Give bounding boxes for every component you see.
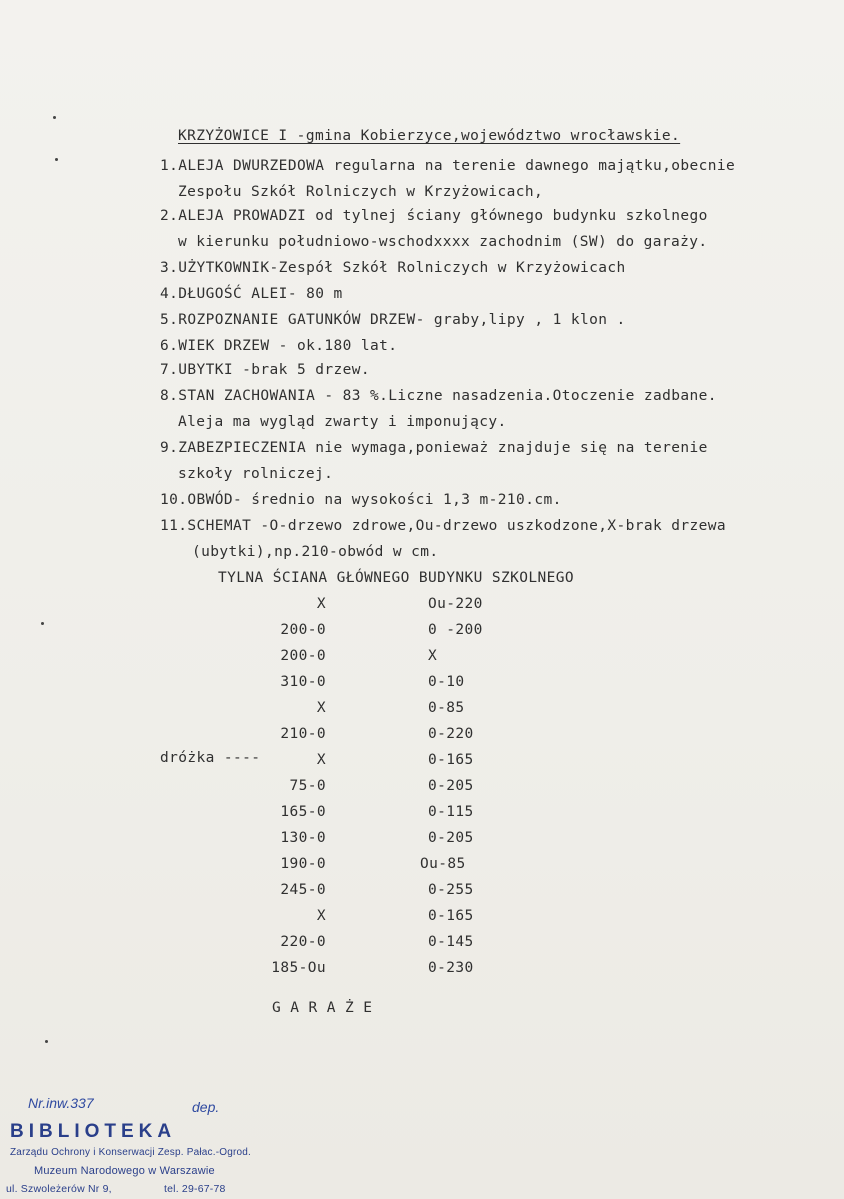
stamp-deposit-note: dep. (192, 1099, 220, 1115)
schema-left-tree: 220-0 (280, 934, 326, 950)
schema-right-tree: 0-255 (428, 882, 474, 898)
item-6: 6.WIEK DRZEW - ok.180 lat. (160, 338, 398, 354)
stamp-line-2: Muzeum Narodowego w Warszawie (34, 1165, 215, 1177)
schema-right-tree: 0-85 (428, 700, 465, 716)
schema-right-tree: 0-230 (428, 960, 474, 976)
stamp-line-3-phone: tel. 29-67-78 (164, 1183, 226, 1195)
item-9-line-2: szkoły rolniczej. (178, 466, 334, 482)
schema-heading: TYLNA ŚCIANA GŁÓWNEGO BUDYNKU SZKOLNEGO (218, 570, 575, 586)
schema-footer: G A R A Ż E (272, 1000, 373, 1016)
item-4: 4.DŁUGOŚĆ ALEI- 80 m (160, 286, 343, 302)
stamp-inventory-number: Nr.inw.337 (28, 1095, 94, 1111)
schema-right-tree: 0-205 (428, 778, 474, 794)
schema-right-tree: 0-220 (428, 726, 474, 742)
schema-left-tree: X (316, 908, 326, 924)
margin-mark (53, 116, 56, 119)
document-title: KRZYŻOWICE I -gmina Kobierzyce,województwo wrocławskie. (178, 128, 681, 144)
item-10: 10.OBWÓD- średnio na wysokości 1,3 m-210.cm. (160, 492, 562, 508)
schema-left-tree: 185-Ou (271, 960, 326, 976)
schema-right-tree: Ou-220 (428, 596, 483, 612)
schema-left-tree: 130-0 (280, 830, 326, 846)
stamp-line-3-address: ul. Szwoleżerów Nr 9, (6, 1183, 112, 1195)
schema-right-tree: 0 -200 (428, 622, 483, 638)
stamp-line-1: Zarządu Ochrony i Konserwacji Zesp. Pałac.-Ogrod. (10, 1147, 252, 1158)
item-11-line-2: (ubytki),np.210-obwód w cm. (192, 544, 439, 560)
item-7: 7.UBYTKI -brak 5 drzew. (160, 362, 370, 378)
item-5: 5.ROZPOZNANIE GATUNKÓW DRZEW- graby,lipy , 1 klon . (160, 312, 626, 328)
item-2-line-1: 2.ALEJA PROWADZI od tylnej ściany głównego budynku szkolnego (160, 208, 708, 224)
schema-left-tree: 310-0 (280, 674, 326, 690)
item-8-line-1: 8.STAN ZACHOWANIA - 83 %.Liczne nasadzenia.Otoczenie zadbane. (160, 388, 717, 404)
schema-left-tree: 200-0 (280, 648, 326, 664)
schema-right-tree: Ou-85 (420, 856, 466, 872)
item-9-line-1: 9.ZABEZPIECZENIA nie wymaga,ponieważ znajduje się na terenie (160, 440, 708, 456)
schema-left-tree: 190-0 (280, 856, 326, 872)
schema-left-tree: 245-0 (280, 882, 326, 898)
schema-path-label: dróżka ---- (160, 750, 261, 766)
item-8-line-2: Aleja ma wygląd zwarty i imponujący. (178, 414, 507, 430)
margin-mark (41, 622, 44, 625)
schema-right-tree: X (428, 648, 438, 664)
item-1-line-1: 1.ALEJA DWURZEDOWA regularna na terenie dawnego majątku,obecnie (160, 158, 736, 174)
schema-right-tree: 0-145 (428, 934, 474, 950)
schema-left-tree: 165-0 (280, 804, 326, 820)
schema-right-tree: 0-205 (428, 830, 474, 846)
item-11-line-1: 11.SCHEMAT -O-drzewo zdrowe,Ou-drzewo uszkodzone,X-brak drzewa (160, 518, 727, 534)
schema-right-tree: 0-10 (428, 674, 465, 690)
schema-right-tree: 0-165 (428, 752, 474, 768)
margin-mark (55, 158, 58, 161)
schema-left-tree: X (316, 700, 326, 716)
item-3: 3.UŻYTKOWNIK-Zespół Szkół Rolniczych w Krzyżowicach (160, 260, 626, 276)
schema-left-tree: X (316, 596, 326, 612)
item-2-line-2: w kierunku południowo-wschodxxxx zachodnim (SW) do garaży. (178, 234, 708, 250)
schema-left-tree: 210-0 (280, 726, 326, 742)
schema-right-tree: 0-165 (428, 908, 474, 924)
schema-left-tree: X (316, 752, 326, 768)
margin-mark (45, 1040, 48, 1043)
schema-left-tree: 200-0 (280, 622, 326, 638)
schema-left-tree: 75-0 (289, 778, 326, 794)
stamp-library-name: BIBLIOTEKA (10, 1121, 177, 1142)
schema-right-tree: 0-115 (428, 804, 474, 820)
item-1-line-2: Zespołu Szkół Rolniczych w Krzyżowicach, (178, 184, 544, 200)
